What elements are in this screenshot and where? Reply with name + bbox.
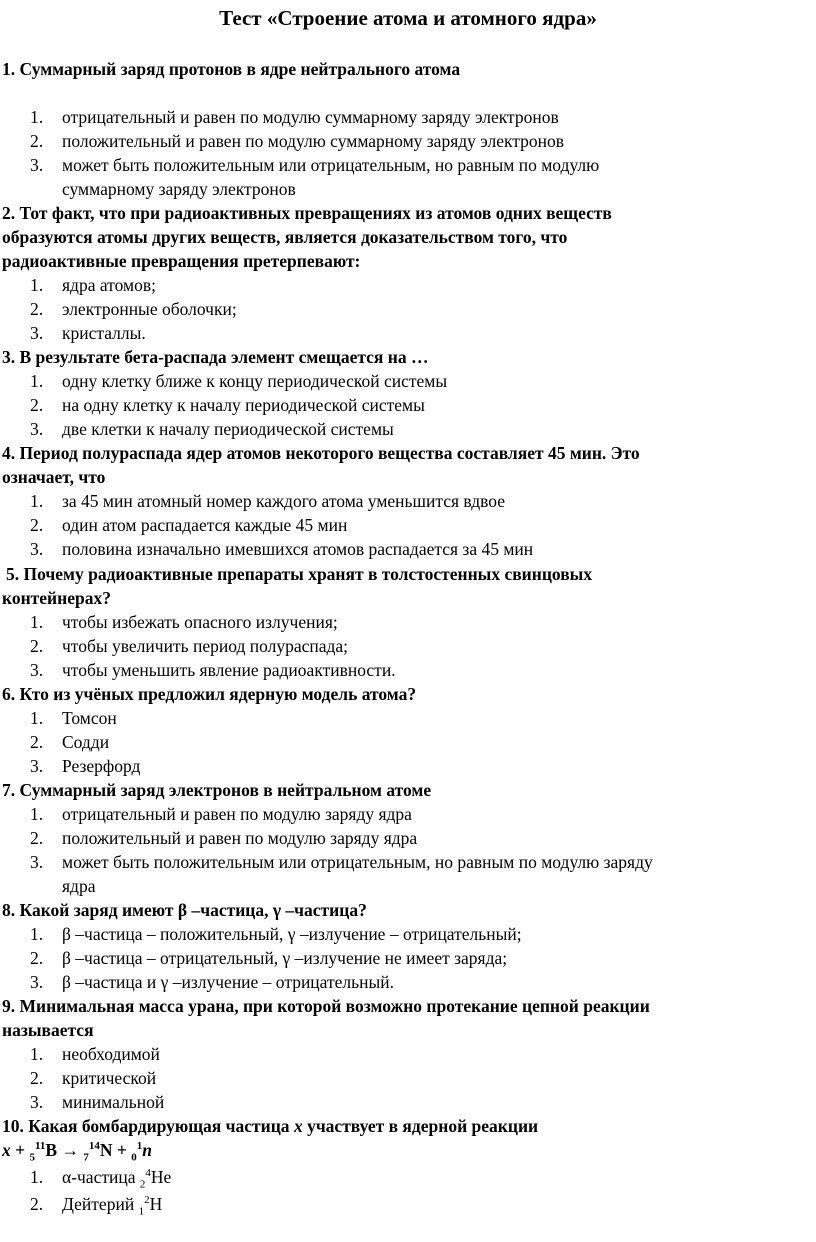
answer-number: 2.	[30, 1068, 44, 1088]
q6-answer-1: 1. Томсон	[30, 708, 117, 728]
answer-number: 2.	[30, 948, 44, 968]
answer-number: 1.	[30, 275, 44, 295]
q8-answer-2: 2. β –частица – отрицательный, γ –излучение не имеет заряда;	[30, 948, 508, 968]
q7-answer-3-continued: ядра	[62, 876, 96, 896]
answer-number: 3.	[30, 852, 44, 872]
q9-answer-2: 2. критической	[30, 1068, 157, 1088]
answer-number: 1.	[30, 1044, 44, 1064]
answer-number: 1.	[30, 708, 44, 728]
answer-number: 3.	[30, 323, 44, 343]
q5-answer-2: 2. чтобы увеличить период полураспада;	[30, 636, 349, 656]
answer-number: 2.	[30, 636, 44, 656]
q3-answer-1: 1. одну клетку ближе к концу периодической системы	[30, 371, 448, 391]
answer-number: 2.	[30, 1194, 44, 1214]
question-2-line-3: радиоактивные превращения претерпевают:	[2, 251, 361, 271]
q4-answer-3: 3. половина изначально имевшихся атомов распадается за 45 мин	[30, 539, 534, 559]
question-4-line-2: означает, что	[2, 467, 106, 487]
answer-number: 2.	[30, 828, 44, 848]
answer-number: 1.	[30, 371, 44, 391]
answer-number: 1.	[30, 107, 44, 127]
q1-answer-2: 2. положительный и равен по модулю суммарному заряду электронов	[30, 131, 564, 151]
answer-number: 3.	[30, 1092, 44, 1112]
answer-number: 2.	[30, 131, 44, 151]
q3-answer-2: 2. на одну клетку к началу периодической системы	[30, 395, 425, 415]
variable-x: x	[293, 1116, 303, 1136]
q6-answer-2: 2. Содди	[30, 732, 110, 752]
question-9-line-1: 9. Минимальная масса урана, при которой возможно протекание цепной реакции	[2, 996, 650, 1016]
answer-number: 1.	[30, 804, 44, 824]
q7-answer-2: 2. положительный и равен по модулю заряду ядра	[30, 828, 418, 848]
answer-number: 3.	[30, 972, 44, 992]
q10-answer-1: 1. α-частица $_2^4$He	[30, 1167, 172, 1191]
question-7: 7. Суммарный заряд электронов в нейтральном атоме	[2, 780, 432, 800]
answer-number: 2.	[30, 299, 44, 319]
q8-answer-3: 3. β –частица и γ –излучение – отрицательный.	[30, 972, 394, 992]
q8-answer-1: 1. β –частица – положительный, γ –излучение – отрицательный;	[30, 924, 522, 944]
q2-answer-3: 3. кристаллы.	[30, 323, 146, 343]
page-title: Тест «Строение атома и атомного ядра»	[219, 6, 597, 30]
reaction-formula: x + $_5^{11}$B → $_7^{14}$N + $_0^1$n	[2, 1140, 152, 1164]
answer-number: 3.	[30, 756, 44, 776]
q7-answer-3: 3. может быть положительным или отрицательным, но равным по модулю заряду	[30, 852, 653, 872]
question-6: 6. Кто из учёных предложил ядерную модель атома?	[2, 684, 417, 704]
q10-answer-2: 2. Дейтерий $_1^2$H	[30, 1194, 163, 1218]
answer-number: 1.	[30, 612, 44, 632]
answer-number: 1.	[30, 924, 44, 944]
answer-number: 2.	[30, 395, 44, 415]
q9-answer-1: 1. необходимой	[30, 1044, 160, 1064]
answer-number: 3.	[30, 660, 44, 680]
q5-answer-1: 1. чтобы избежать опасного излучения;	[30, 612, 338, 632]
q4-answer-2: 2. один атом распадается каждые 45 мин	[30, 515, 348, 535]
question-4-line-1: 4. Период полураспада ядер атомов некоторого вещества составляет 45 мин. Это	[2, 443, 640, 463]
q6-answer-3: 3. Резерфорд	[30, 756, 141, 776]
answer-number: 3.	[30, 539, 44, 559]
question-10: 10. Какая бомбардирующая частица x участвует в ядерной реакции	[2, 1116, 539, 1136]
q1-answer-1: 1. отрицательный и равен по модулю суммарному заряду электронов	[30, 107, 559, 127]
answer-number: 2.	[30, 515, 44, 535]
q2-answer-1: 1. ядра атомов;	[30, 275, 156, 295]
question-5-line-1: 5. Почему радиоактивные препараты хранят в толстостенных свинцовых	[6, 564, 593, 584]
q3-answer-3: 3. две клетки к началу периодической системы	[30, 419, 394, 439]
answer-number: 3.	[30, 419, 44, 439]
question-3: 3. В результате бета-распада элемент смещается на …	[2, 347, 429, 367]
q5-answer-3: 3. чтобы уменьшить явление радиоактивности.	[30, 660, 396, 680]
question-8: 8. Какой заряд имеют β –частица, γ –частица?	[2, 900, 367, 920]
q7-answer-1: 1. отрицательный и равен по модулю заряду ядра	[30, 804, 412, 824]
q1-answer-3-continued: суммарному заряду электронов	[62, 179, 296, 199]
q2-answer-2: 2. электронные оболочки;	[30, 299, 237, 319]
q1-answer-3: 3. может быть положительным или отрицательным, но равным по модулю	[30, 155, 600, 175]
answer-number: 1.	[30, 491, 44, 511]
answer-number: 1.	[30, 1167, 44, 1187]
question-5-line-2: контейнерах?	[2, 588, 111, 608]
question-2-line-1: 2. Тот факт, что при радиоактивных превращениях из атомов одних веществ	[2, 203, 612, 223]
question-2-line-2: образуются атомы других веществ, является доказательством того, что	[2, 227, 568, 247]
q4-answer-1: 1. за 45 мин атомный номер каждого атома уменьшится вдвое	[30, 491, 506, 511]
question-9-line-2: называется	[2, 1020, 94, 1040]
answer-number: 3.	[30, 155, 44, 175]
q9-answer-3: 3. минимальной	[30, 1092, 165, 1112]
question-1: 1. Суммарный заряд протонов в ядре нейтрального атома	[2, 59, 461, 79]
answer-number: 2.	[30, 732, 44, 752]
